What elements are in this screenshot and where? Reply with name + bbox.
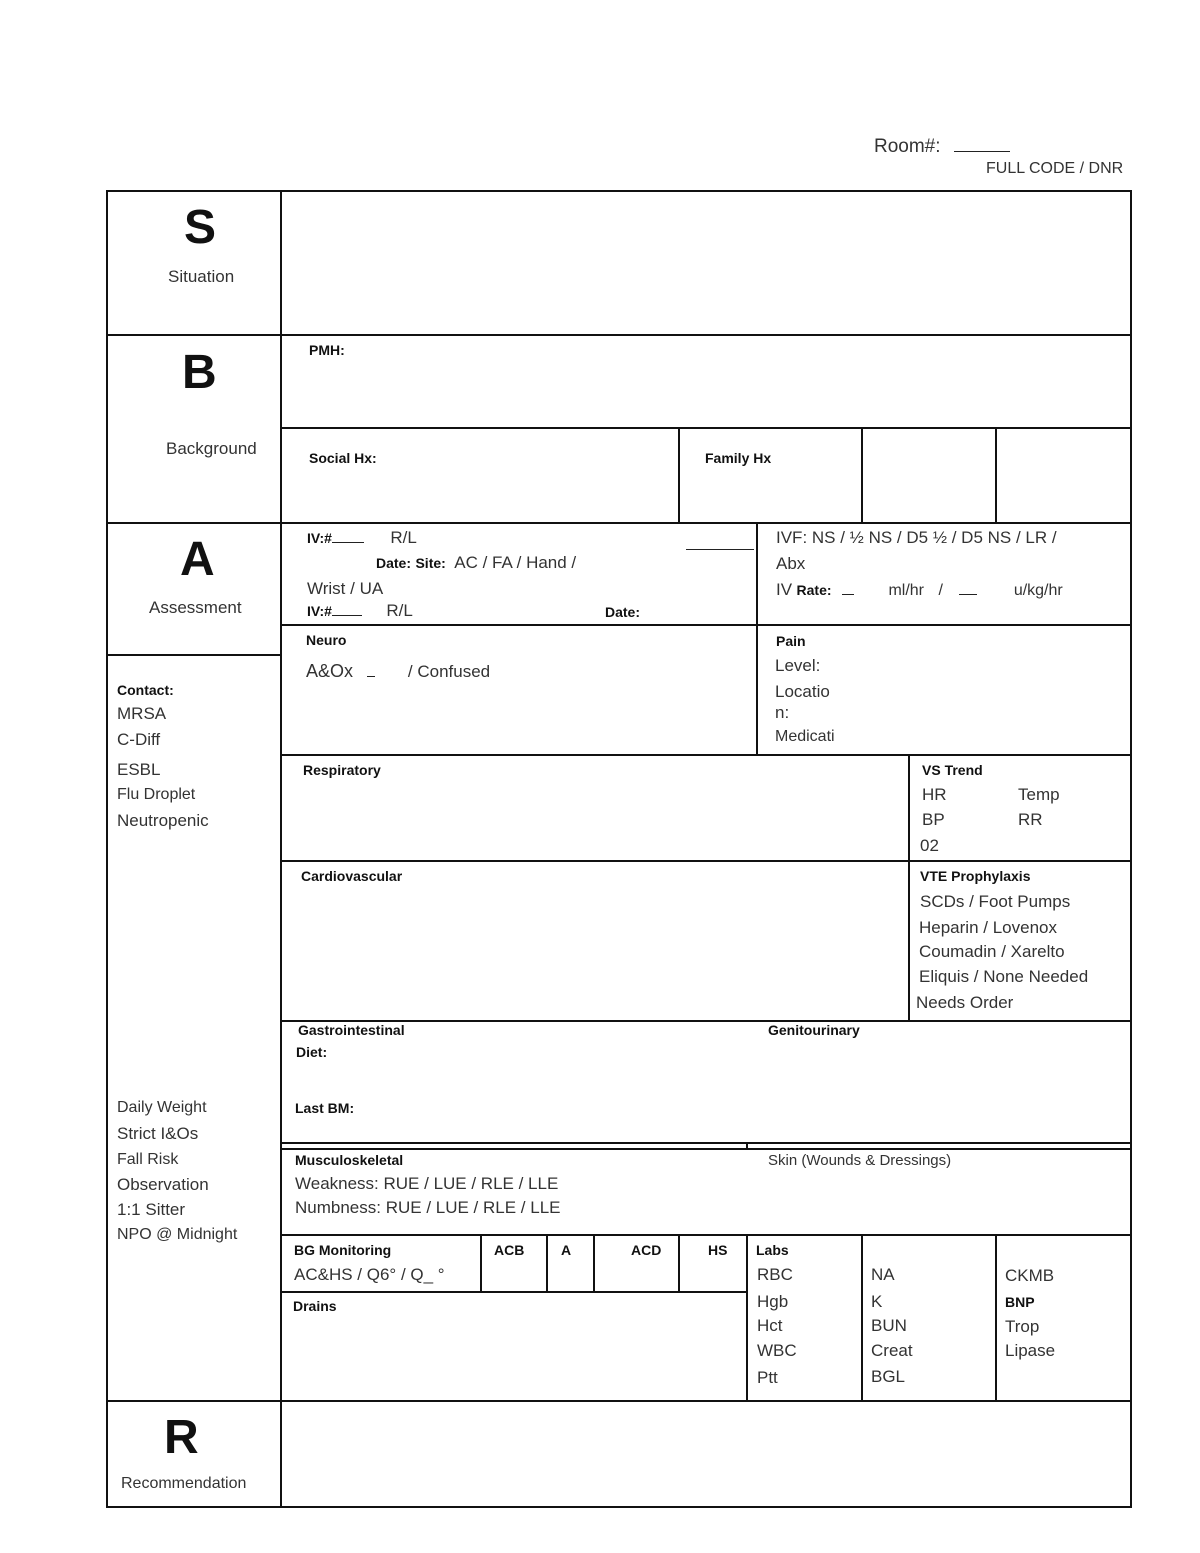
order-strict-ios[interactable]: Strict I&Os (117, 1124, 199, 1143)
r-letter: R (164, 1411, 199, 1464)
isolation-flu-droplet[interactable]: Flu Droplet (117, 786, 196, 803)
a-letter: A (180, 533, 215, 586)
lab-bgl: BGL (871, 1367, 906, 1386)
lab-bun: BUN (871, 1316, 907, 1335)
contact-title: Contact: (117, 682, 174, 698)
room-number-label: Room#: (874, 136, 1010, 158)
vte-eliquis[interactable]: Eliquis / None Needed (919, 967, 1089, 986)
pain-title: Pain (776, 633, 806, 649)
cardio-title: Cardiovascular (301, 868, 403, 884)
lab-k: K (871, 1292, 883, 1311)
iv1-blank[interactable] (686, 549, 754, 550)
vs-temp: Temp (1018, 785, 1060, 804)
lab-hct: Hct (757, 1316, 783, 1335)
last-bm-label: Last BM: (295, 1100, 355, 1116)
lab-trop: Trop (1005, 1317, 1040, 1336)
order-fall-risk[interactable]: Fall Risk (117, 1151, 179, 1168)
vs-hr: HR (922, 785, 947, 804)
pain-location: Locatio (775, 682, 830, 701)
situation-label: Situation (168, 267, 235, 286)
recommendation-label: Recommendation (121, 1475, 247, 1492)
family-hx-label: Family Hx (705, 450, 772, 466)
lab-ptt: Ptt (757, 1368, 778, 1387)
skin-title: Skin (Wounds & Dressings) (768, 1152, 952, 1169)
lab-rbc: RBC (757, 1265, 793, 1284)
msk-title: Musculoskeletal (295, 1152, 404, 1168)
pain-medication: Medicati (775, 728, 835, 745)
labs-title: Labs (756, 1242, 789, 1258)
drains-title: Drains (293, 1298, 337, 1314)
order-daily-weight[interactable]: Daily Weight (117, 1099, 207, 1116)
order-observation[interactable]: Observation (117, 1175, 209, 1194)
social-hx-label: Social Hx: (309, 450, 377, 466)
bg-acd: ACD (631, 1242, 662, 1258)
iv-rate-row: IV Rate: ml/hr / u/kg/hr (776, 580, 1063, 599)
isolation-esbl[interactable]: ESBL (117, 760, 161, 779)
s-letter: S (184, 201, 217, 254)
ivf-options: IVF: NS / ½ NS / D5 ½ / D5 NS / LR / (776, 528, 1057, 547)
code-status: FULL CODE / DNR (986, 160, 1124, 177)
vs-trend-title: VS Trend (922, 762, 983, 778)
bg-title: BG Monitoring (294, 1242, 392, 1258)
order-npo[interactable]: NPO @ Midnight (117, 1226, 238, 1243)
lab-ckmb: CKMB (1005, 1266, 1055, 1285)
iv1-site-options: Wrist / UA (307, 579, 384, 598)
bg-options: AC&HS / Q6° / Q_ ° (294, 1265, 445, 1284)
sbar-form (106, 190, 1132, 1508)
msk-numbness: Numbness: RUE / LUE / RLE / LLE (295, 1198, 561, 1217)
isolation-neutropenic[interactable]: Neutropenic (117, 811, 209, 830)
diet-label: Diet: (296, 1044, 328, 1060)
bg-acb: ACB (494, 1242, 525, 1258)
respiratory-title: Respiratory (303, 762, 381, 778)
gu-title: Genitourinary (768, 1022, 860, 1038)
lab-hgb: Hgb (757, 1292, 789, 1311)
order-sitter[interactable]: 1:1 Sitter (117, 1200, 186, 1219)
ivf-abx: Abx (776, 554, 806, 573)
vte-heparin[interactable]: Heparin / Lovenox (919, 918, 1057, 937)
lab-creat: Creat (871, 1341, 913, 1360)
b-letter: B (182, 346, 217, 399)
pmh-label: PMH: (309, 342, 345, 358)
iv2-date-label: Date: (605, 604, 641, 620)
neuro-orientation: A&Ox / Confused (306, 661, 491, 681)
iv1-date-site: Date: Site: AC / FA / Hand / (376, 553, 577, 572)
lab-bnp: BNP (1005, 1294, 1035, 1310)
isolation-mrsa[interactable]: MRSA (117, 704, 167, 723)
iv1-row: IV:# R/L (307, 528, 417, 547)
bg-hs: HS (708, 1242, 728, 1258)
vte-needs-order[interactable]: Needs Order (916, 993, 1014, 1012)
background-label: Background (166, 439, 257, 458)
lab-na: NA (871, 1265, 895, 1284)
pain-level: Level: (775, 656, 821, 675)
neuro-title: Neuro (306, 632, 347, 648)
vs-o2: 02 (920, 836, 939, 855)
iv2-row: IV:# R/L (307, 601, 413, 620)
vs-rr: RR (1018, 810, 1043, 829)
room-number-blank[interactable] (954, 151, 1010, 152)
lab-lipase: Lipase (1005, 1341, 1056, 1360)
gi-title: Gastrointestinal (298, 1022, 405, 1038)
vte-scds[interactable]: SCDs / Foot Pumps (920, 892, 1071, 911)
pain-location-b: n: (775, 703, 790, 722)
vte-title: VTE Prophylaxis (920, 868, 1031, 884)
vte-coumadin[interactable]: Coumadin / Xarelto (919, 942, 1065, 961)
msk-weakness: Weakness: RUE / LUE / RLE / LLE (295, 1174, 559, 1193)
assessment-label: Assessment (149, 598, 242, 617)
bg-a: A (561, 1242, 572, 1258)
vs-bp: BP (922, 810, 945, 829)
isolation-cdiff[interactable]: C-Diff (117, 730, 161, 749)
lab-wbc: WBC (757, 1341, 797, 1360)
